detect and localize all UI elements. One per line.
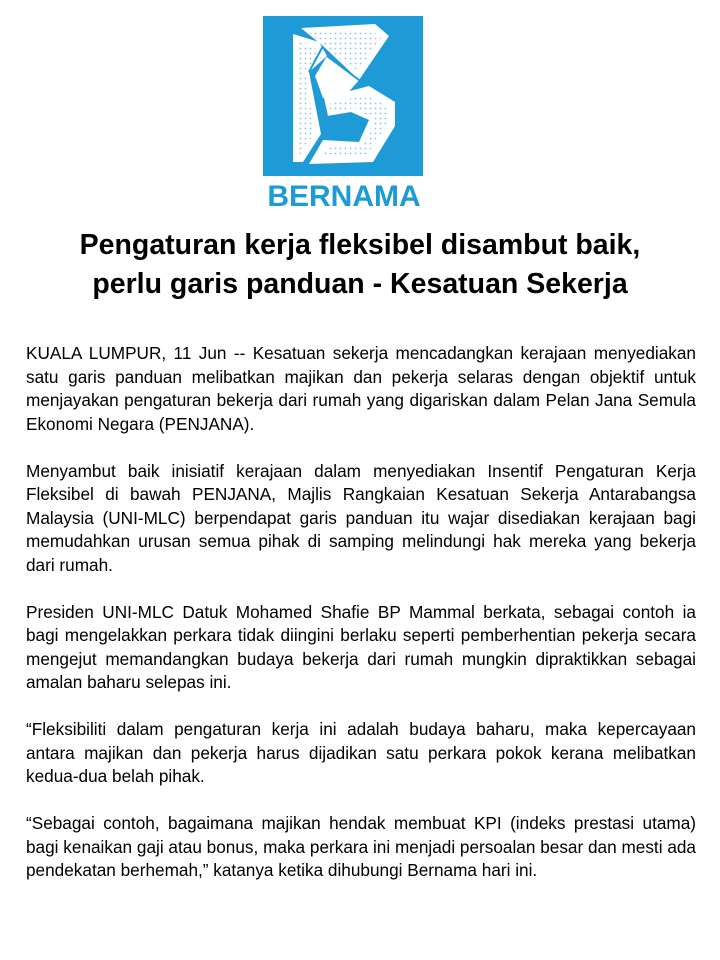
logo-wordmark: BERNAMA	[267, 180, 421, 213]
headline-line-1: Pengaturan kerja fleksibel disambut baik,	[79, 229, 641, 261]
paragraph-2: Menyambut baik inisiatif kerajaan dalam menyediakan Insentif Pengaturan Kerja Fleksibel di bawah PENJANA, Majlis Rangkaian Kesatuan Sekerja Antarabangsa Malaysia (UNI-MLC) berpendapat garis panduan itu wajar disediakan kerajaan bagi memudahkan urusan semua pihak di samping melindungi hak mereka yang bekerja dari rumah.	[26, 460, 696, 575]
article-headline	[0, 226, 720, 304]
bernama-logo	[262, 16, 426, 212]
paragraph-1: KUALA LUMPUR, 11 Jun -- Kesatuan sekerja mencadangkan kerajaan menyediakan satu garis panduan melibatkan majikan dan pekerja selaras dengan objektif untuk menjayakan pengaturan bekerja dari rumah yang digariskan dalam Pelan Jana Semula Ekonomi Negara (PENJANA).	[26, 343, 696, 434]
headline-line-2: perlu garis panduan - Kesatuan Sekerja	[92, 268, 628, 300]
paragraph-5: “Sebagai contoh, bagaimana majikan hendak membuat KPI (indeks prestasi utama) bagi kenaikan gaji atau bonus, maka perkara ini menjadi persoalan besar dan mesti ada pendekatan berhemah,” katanya ketika dihubungi Bernama hari ini.	[26, 813, 696, 880]
paragraph-4: “Fleksibiliti dalam pengaturan kerja ini adalah budaya baharu, maka kepercayaan antara majikan dan pekerja harus dijadikan satu perkara pokok kerana melibatkan kedua-dua belah pihak.	[26, 719, 696, 786]
paragraph-3: Presiden UNI-MLC Datuk Mohamed Shafie BP Mammal berkata, sebagai contoh ia bagi mengelakkan perkara tidak diingini berlaku seperti pemberhentian pekerja secara mengejut memandangkan budaya bekerja dari rumah mungkin dipraktikkan sebagai amalan baharu selepas ini.	[26, 601, 696, 692]
article-body	[26, 342, 696, 906]
bernama-b-mark-icon	[263, 16, 423, 176]
